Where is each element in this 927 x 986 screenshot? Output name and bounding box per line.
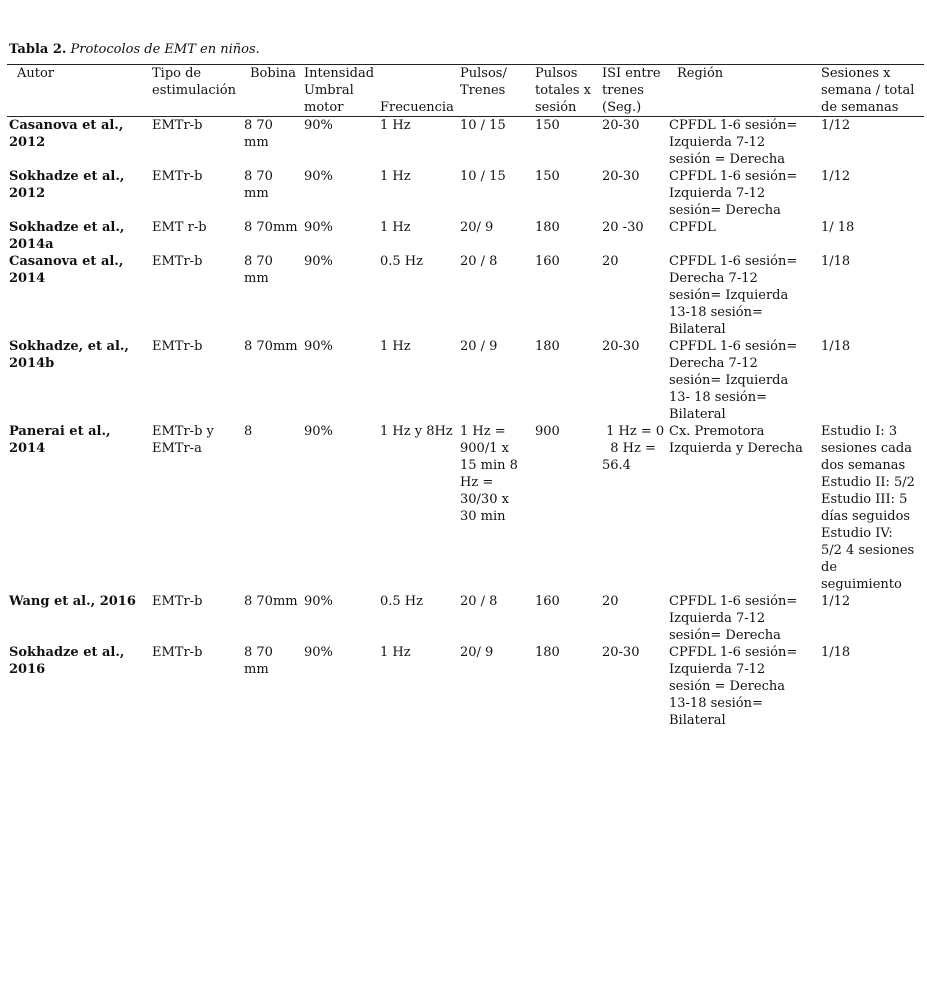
cell-autor: Sokhadze et al., 2016 xyxy=(9,645,125,677)
table-header-row xyxy=(7,65,924,117)
cell-tipo: EMTr-b xyxy=(152,594,203,609)
cell-autor: Casanova et al., 2012 xyxy=(9,118,124,150)
cell-bobina: 8 70mm xyxy=(244,220,298,235)
cell-isi: 1 Hz = 0 8 Hz = 56.4 xyxy=(602,424,665,473)
cell-intensidad: 90% xyxy=(304,118,333,133)
header-pulsos-totales: Pulsos totales x sesión xyxy=(535,66,592,115)
cell-bobina: 8 70 mm xyxy=(244,118,273,150)
header-pulsos-trenes: Pulsos/ Trenes xyxy=(460,66,507,98)
cell-bobina: 8 70 mm xyxy=(244,169,273,201)
cell-region: CPFDL 1-6 sesión= Derecha 7-12 sesión= Izquierda 13- 18 sesión= Bilateral xyxy=(669,339,798,422)
cell-tipo: EMTr-b xyxy=(152,339,203,354)
header-isi: ISI entre trenes (Seg.) xyxy=(602,66,661,115)
cell-isi: 20-30 xyxy=(602,645,640,660)
cell-autor: Casanova et al., 2014 xyxy=(9,254,124,286)
cell-sesiones: 1/18 xyxy=(821,339,851,354)
cell-frecuencia: 1 Hz xyxy=(380,645,411,660)
cell-intensidad: 90% xyxy=(304,169,333,184)
cell-sesiones: 1/12 xyxy=(821,594,851,609)
cell-frecuencia: 1 Hz xyxy=(380,339,411,354)
table-row xyxy=(7,117,924,169)
cell-intensidad: 90% xyxy=(304,220,333,235)
cell-pulsos-trenes: 20 / 8 xyxy=(460,594,498,609)
cell-tipo: EMTr-b xyxy=(152,645,203,660)
cell-pulsos-totales: 150 xyxy=(535,169,560,184)
caption-title: Protocolos de EMT en niños. xyxy=(70,42,260,57)
cell-pulsos-totales: 900 xyxy=(535,424,560,439)
cell-tipo: EMTr-b xyxy=(152,254,203,269)
cell-isi: 20-30 xyxy=(602,118,640,133)
cell-region: Cx. Premotora Izquierda y Derecha xyxy=(669,424,803,456)
table-row xyxy=(7,219,924,253)
cell-intensidad: 90% xyxy=(304,594,333,609)
table-row xyxy=(7,644,924,729)
header-sesiones: Sesiones x semana / total de semanas xyxy=(821,66,915,115)
cell-bobina: 8 70 mm xyxy=(244,645,273,677)
cell-frecuencia: 1 Hz xyxy=(380,169,411,184)
cell-frecuencia: 0.5 Hz xyxy=(380,594,423,609)
cell-pulsos-totales: 180 xyxy=(535,220,560,235)
cell-pulsos-trenes: 20 / 9 xyxy=(460,339,498,354)
cell-region: CPFDL xyxy=(669,220,716,235)
cell-pulsos-totales: 160 xyxy=(535,254,560,269)
table-row xyxy=(7,423,924,593)
cell-pulsos-totales: 180 xyxy=(535,339,560,354)
cell-pulsos-trenes: 10 / 15 xyxy=(460,169,506,184)
cell-intensidad: 90% xyxy=(304,424,333,439)
cell-frecuencia: 0.5 Hz xyxy=(380,254,423,269)
cell-isi: 20-30 xyxy=(602,169,640,184)
cell-frecuencia: 1 Hz xyxy=(380,220,411,235)
cell-sesiones: 1/18 xyxy=(821,645,851,660)
cell-bobina: 8 70mm xyxy=(244,594,298,609)
cell-bobina: 8 70 mm xyxy=(244,254,273,286)
header-tipo: Tipo de estimulación xyxy=(152,66,236,98)
table-row xyxy=(7,338,924,423)
header-region: Región xyxy=(677,66,724,81)
cell-tipo: EMTr-b y EMTr-a xyxy=(152,424,214,456)
cell-region: CPFDL 1-6 sesión= Izquierda 7-12 sesión= Derecha xyxy=(669,594,798,643)
cell-pulsos-totales: 150 xyxy=(535,118,560,133)
cell-autor: Panerai et al., 2014 xyxy=(9,424,111,456)
cell-tipo: EMTr-b xyxy=(152,169,203,184)
cell-sesiones: 1/18 xyxy=(821,254,851,269)
cell-pulsos-trenes: 20/ 9 xyxy=(460,220,494,235)
cell-tipo: EMTr-b xyxy=(152,118,203,133)
table-row xyxy=(7,168,924,219)
cell-isi: 20 xyxy=(602,254,619,269)
cell-intensidad: 90% xyxy=(304,645,333,660)
cell-tipo: EMT r-b xyxy=(152,220,207,235)
cell-pulsos-totales: 180 xyxy=(535,645,560,660)
cell-pulsos-trenes: 1 Hz = 900/1 x 15 min 8 Hz = 30/30 x 30 min xyxy=(460,424,518,524)
cell-pulsos-trenes: 20/ 9 xyxy=(460,645,494,660)
caption-label: Tabla 2. xyxy=(9,42,67,57)
header-autor: Autor xyxy=(17,66,55,81)
cell-region: CPFDL 1-6 sesión= Derecha 7-12 sesión= Izquierda 13-18 sesión= Bilateral xyxy=(669,254,798,337)
protocols-table xyxy=(7,64,924,729)
table-caption xyxy=(9,42,260,58)
cell-intensidad: 90% xyxy=(304,339,333,354)
table-row xyxy=(7,593,924,644)
cell-autor: Sokhadze et al., 2014a xyxy=(9,220,125,252)
cell-frecuencia: 1 Hz xyxy=(380,118,411,133)
header-bobina: Bobina xyxy=(250,66,296,81)
cell-autor: Sokhadze, et al., 2014b xyxy=(9,339,129,371)
cell-pulsos-totales: 160 xyxy=(535,594,560,609)
cell-bobina: 8 xyxy=(244,424,253,439)
cell-isi: 20 xyxy=(602,594,619,609)
cell-sesiones: Estudio I: 3 sesiones cada dos semanas Estudio II: 5/2 Estudio III: 5 días seguidos Estudio IV: 5/2 4 sesiones de seguimiento xyxy=(821,424,915,592)
cell-autor: Sokhadze et al., 2012 xyxy=(9,169,125,201)
cell-isi: 20 -30 xyxy=(602,220,644,235)
cell-isi: 20-30 xyxy=(602,339,640,354)
cell-region: CPFDL 1-6 sesión= Izquierda 7-12 sesión= Derecha xyxy=(669,169,798,218)
cell-bobina: 8 70mm xyxy=(244,339,298,354)
cell-sesiones: 1/12 xyxy=(821,169,851,184)
header-intensidad: Intensidad Umbral motor xyxy=(304,66,375,115)
table-row xyxy=(7,253,924,338)
cell-autor: Wang et al., 2016 xyxy=(9,594,136,609)
header-frecuencia: Frecuencia xyxy=(380,100,454,115)
cell-intensidad: 90% xyxy=(304,254,333,269)
cell-pulsos-trenes: 10 / 15 xyxy=(460,118,506,133)
cell-pulsos-trenes: 20 / 8 xyxy=(460,254,498,269)
cell-region: CPFDL 1-6 sesión= Izquierda 7-12 sesión = Derecha xyxy=(669,118,798,167)
cell-sesiones: 1/ 18 xyxy=(821,220,855,235)
cell-frecuencia: 1 Hz y 8Hz xyxy=(380,424,453,439)
cell-sesiones: 1/12 xyxy=(821,118,851,133)
cell-region: CPFDL 1-6 sesión= Izquierda 7-12 sesión = Derecha 13-18 sesión= Bilateral xyxy=(669,645,798,728)
